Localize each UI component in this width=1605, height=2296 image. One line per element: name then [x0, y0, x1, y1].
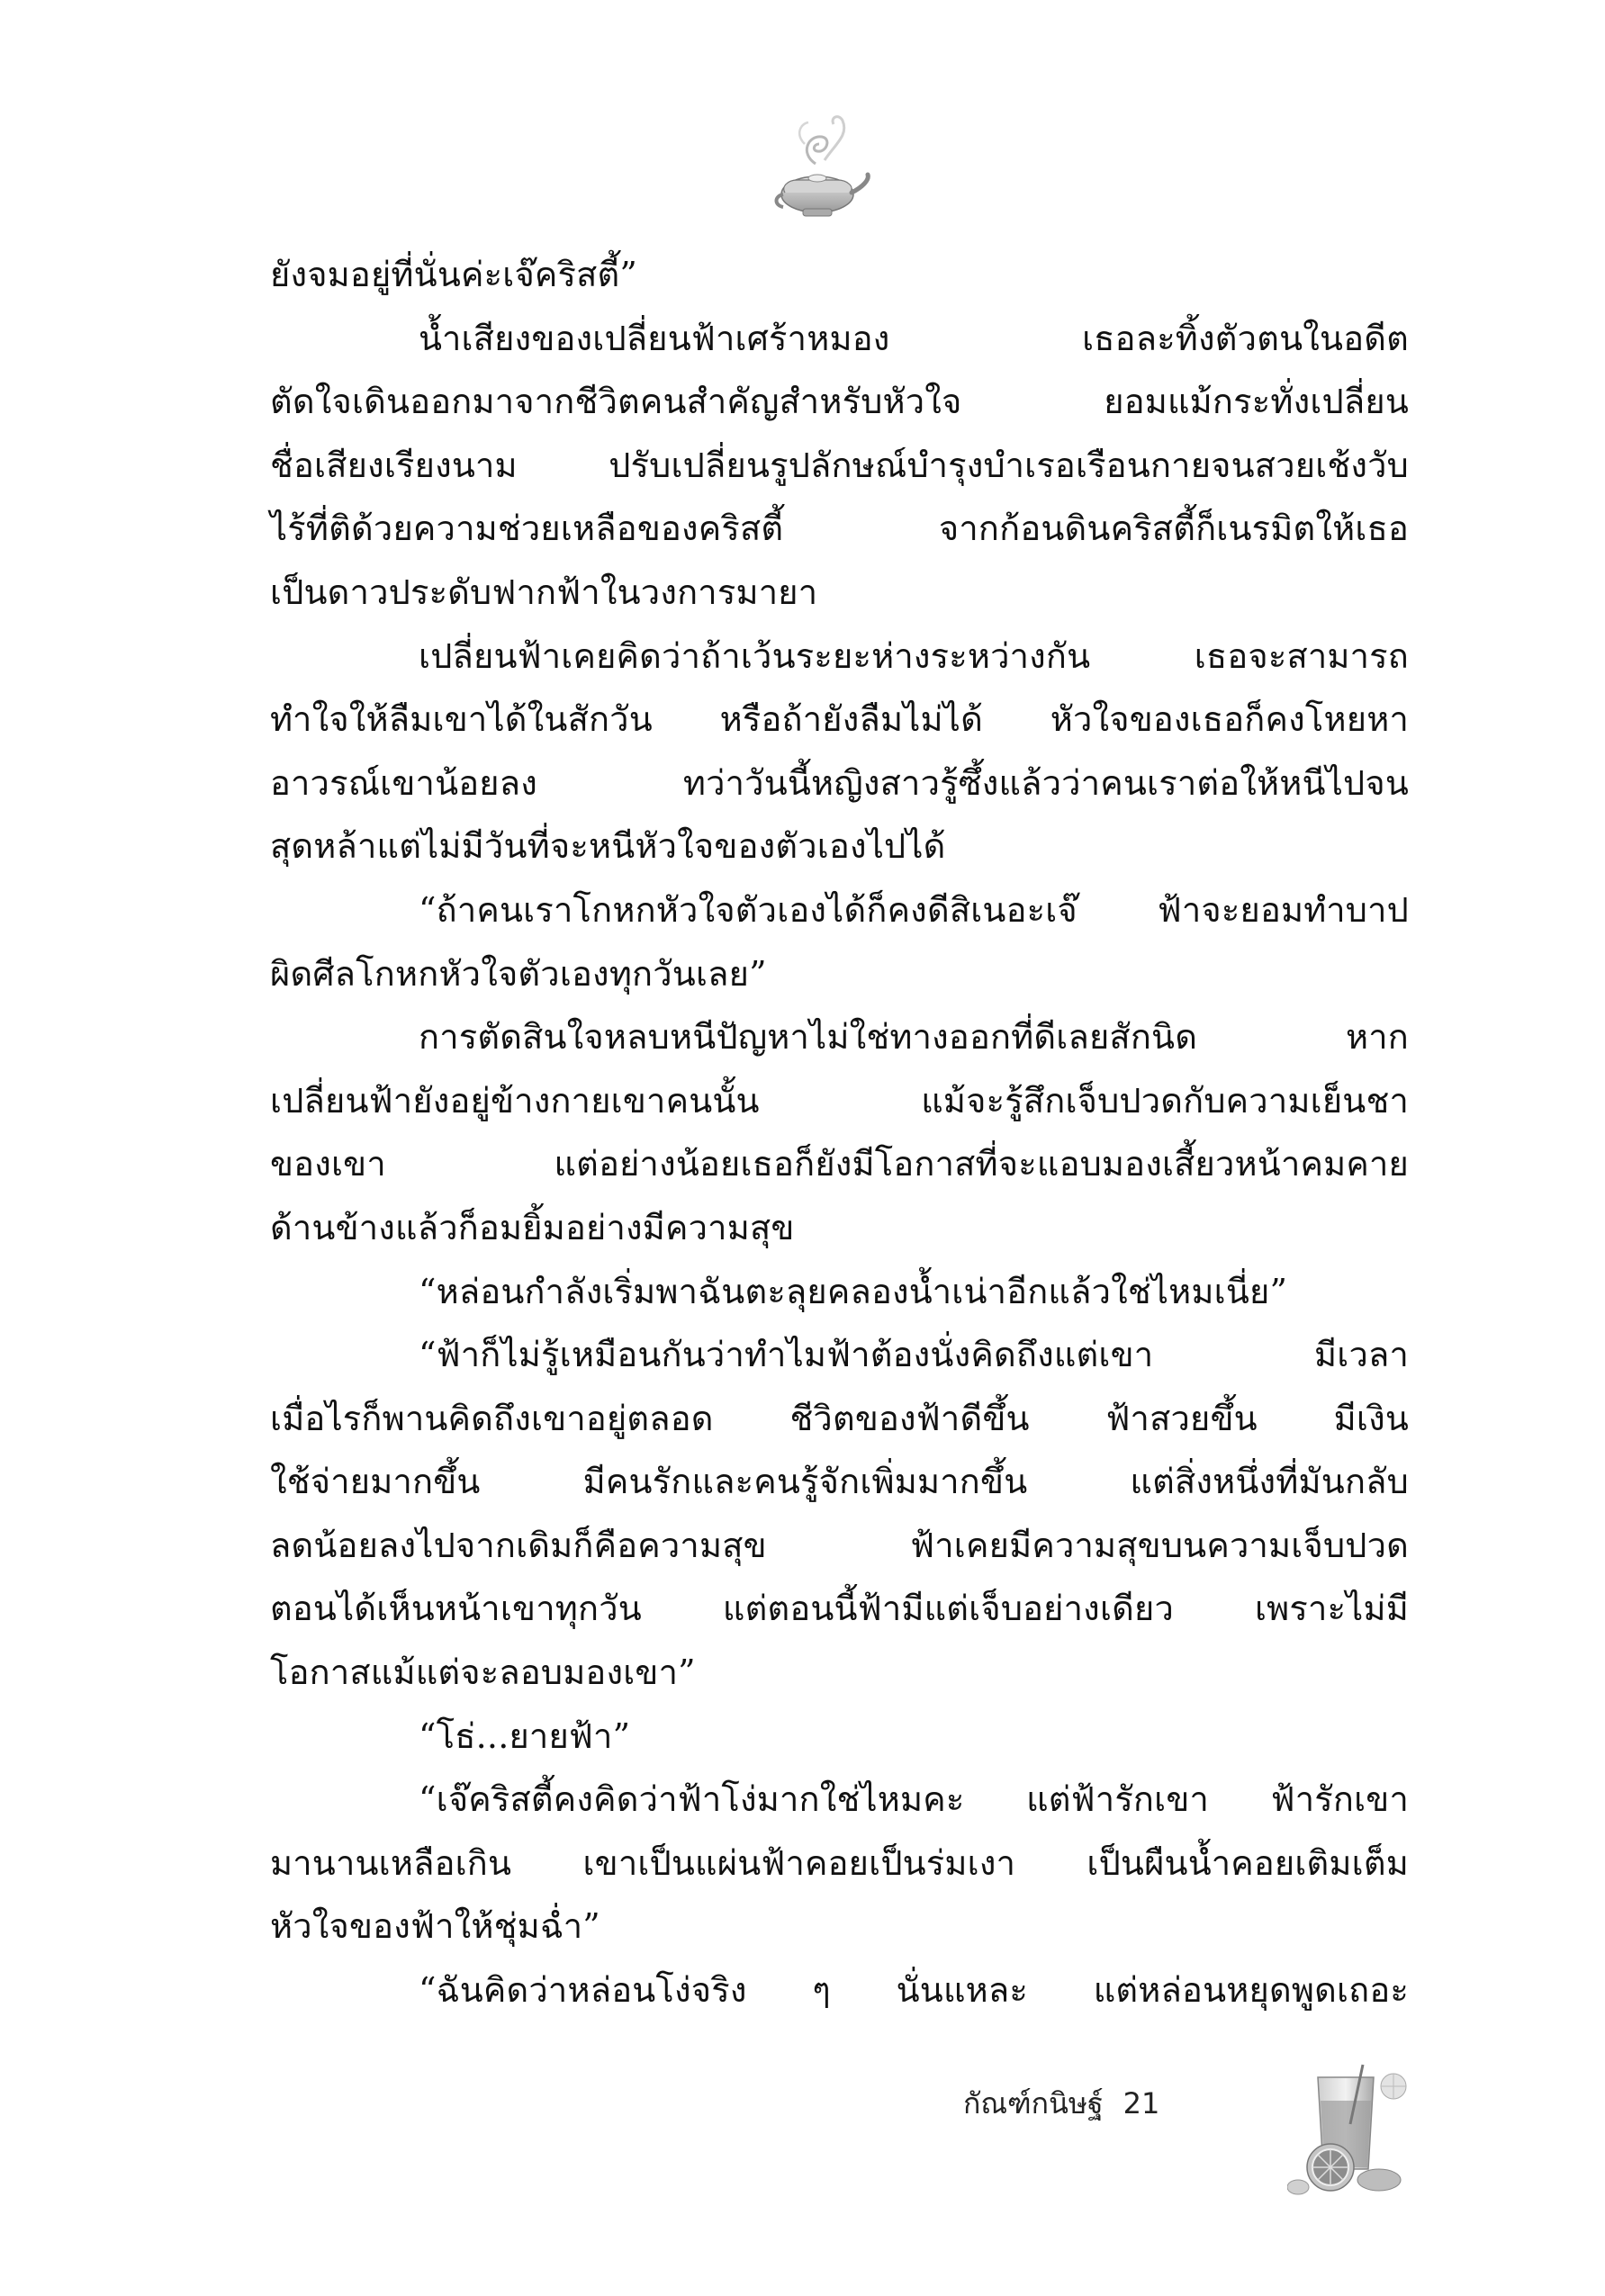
page-footer	[963, 2081, 1233, 2126]
text-line: น้ำเสียงของเปลี่ยนฟ้าเศร้าหมอง เธอละทิ้งตัวตนในอดีต	[419, 318, 1409, 358]
juice-glass-ornament-icon	[1287, 2061, 1413, 2196]
text-line: เป็นดาวประดับฟากฟ้าในวงการมายา	[270, 572, 818, 612]
text-line: ตัดใจเดินออกมาจากชีวิตคนสำคัญสำหรับหัวใจ ยอมแม้กระทั่งเปลี่ยน	[270, 382, 1409, 422]
text-line: เปลี่ยนฟ้ายังอยู่ข้างกายเขาคนนั้น แม้จะรู้สึกเจ็บปวดกับความเย็นชา	[270, 1080, 1409, 1121]
text-line: การตัดสินใจหลบหนีปัญหาไม่ใช่ทางออกที่ดีเลยสักนิด หาก	[419, 1017, 1409, 1058]
text-line: ด้านข้างแล้วก็อมยิ้มอย่างมีความสุข	[270, 1207, 795, 1247]
page-number: 21	[1123, 2086, 1160, 2120]
text-line: ใช้จ่ายมากขึ้น มีคนรักและคนรู้จักเพิ่มมากขึ้น แต่สิ่งหนึ่งที่มันกลับ	[270, 1462, 1409, 1502]
text-line: “หล่อนกำลังเริ่มพาฉันตะลุยคลองน้ำเน่าอีกแล้วใช่ไหมเนี่ย”	[419, 1271, 1288, 1311]
text-line: ชื่อเสียงเรียงนาม ปรับเปลี่ยนรูปลักษณ์บำรุงบำเรอเรือนกายจนสวยเช้งวับ	[270, 445, 1409, 485]
text-line: “เจ๊คริสตี้คงคิดว่าฟ้าโง่มากใช่ไหมคะ แต่ฟ้ารักเขา ฟ้ารักเขา	[419, 1779, 1409, 1820]
text-line: ไร้ที่ติด้วยความช่วยเหลือของคริสตี้ จากก้อนดินคริสตี้ก็เนรมิตให้เธอ	[270, 509, 1409, 549]
text-line: มานานเหลือเกิน เขาเป็นแผ่นฟ้าคอยเป็นร่มเงา เป็นผืนน้ำคอยเติมเต็ม	[270, 1842, 1409, 1883]
text-line: “โธ่...ยายฟ้า”	[419, 1715, 631, 1756]
text-line: ผิดศีลโกหกหัวใจตัวเองทุกวันเลย”	[270, 953, 767, 994]
text-line: สุดหล้าแต่ไม่มีวันที่จะหนีหัวใจของตัวเองไปได้	[270, 826, 946, 867]
text-line: “ฉันคิดว่าหล่อนโง่จริง ๆ นั่นแหละ แต่หล่อนหยุดพูดเถอะ	[419, 1970, 1409, 2011]
text-line: ตอนได้เห็นหน้าเขาทุกวัน แต่ตอนนี้ฟ้ามีแต่เจ็บอย่างเดียว เพราะไม่มี	[270, 1589, 1409, 1629]
text-line: “ถ้าคนเราโกหกหัวใจตัวเองได้ก็คงดีสิเนอะเจ๊ ฟ้าจะยอมทำบาป	[419, 889, 1409, 930]
text-line: “ฟ้าก็ไม่รู้เหมือนกันว่าทำไมฟ้าต้องนั่งคิดถึงแต่เขา มีเวลา	[419, 1335, 1409, 1375]
text-line: ยังจมอยู่ที่นั่นค่ะเจ๊คริสตี้”	[270, 255, 638, 294]
text-line: อาวรณ์เขาน้อยลง ทว่าวันนี้หญิงสาวรู้ซึ้งแล้วว่าคนเราต่อให้หนีไปจน	[270, 762, 1409, 803]
body-text	[270, 243, 1409, 2022]
text-line: หัวใจของฟ้าให้ชุ่มฉ่ำ”	[270, 1906, 600, 1947]
text-line: เมื่อไรก็พานคิดถึงเขาอยู่ตลอด ชีวิตของฟ้าดีขึ้น ฟ้าสวยขึ้น มีเงิน	[270, 1398, 1409, 1438]
text-line: ของเขา แต่อย่างน้อยเธอก็ยังมีโอกาสที่จะแอบมองเสี้ยวหน้าคมคาย	[270, 1144, 1409, 1184]
text-line: โอกาสแม้แต่จะลอบมองเขา”	[270, 1652, 696, 1693]
text-line: เปลี่ยนฟ้าเคยคิดว่าถ้าเว้นระยะห่างระหว่างกัน เธอจะสามารถ	[419, 635, 1409, 676]
text-line: ลดน้อยลงไปจากเดิมก็คือความสุข ฟ้าเคยมีความสุขบนความเจ็บปวด	[270, 1525, 1409, 1565]
author-name: กัณฑ์กนิษฐ์	[963, 2085, 1104, 2120]
teapot-ornament-icon	[772, 108, 871, 225]
text-line: ทำใจให้ลืมเขาได้ในสักวัน หรือถ้ายังลืมไม่ได้ หัวใจของเธอก็คงโหยหา	[270, 699, 1409, 740]
